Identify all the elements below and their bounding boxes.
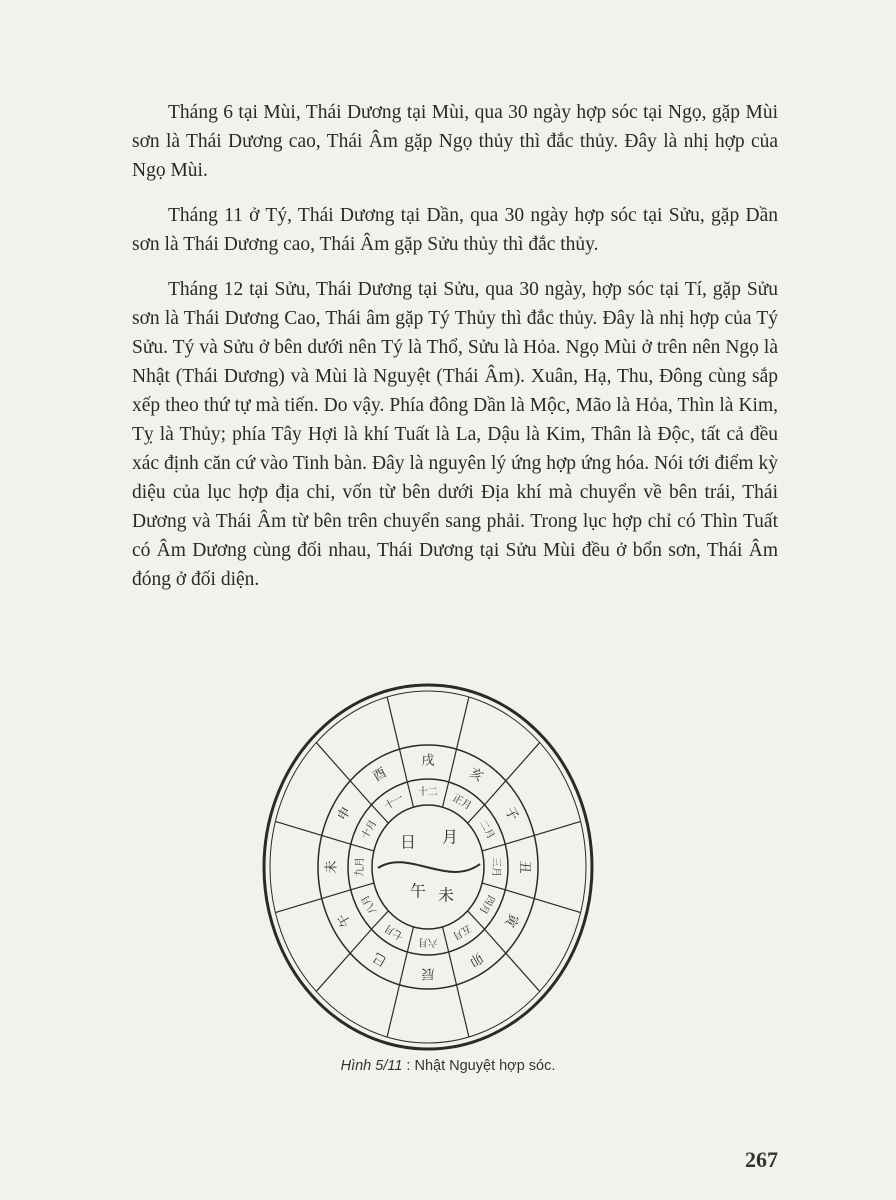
wheel-spoke — [505, 821, 580, 844]
wheel-spoke — [316, 743, 371, 805]
wheel-spoke — [449, 952, 469, 1037]
center-character: 月 — [441, 827, 459, 847]
figure-number: Hình 5/11 — [340, 1058, 403, 1074]
branch-ring-label: 酉 — [370, 765, 390, 785]
branch-ring-label: 寅 — [501, 910, 521, 930]
wheel-inner-spoke — [442, 927, 448, 952]
branch-ring-label: 午 — [335, 910, 355, 930]
month-ring-label: 九月 — [355, 857, 366, 877]
wheel-spoke — [485, 929, 540, 991]
body-text — [132, 98, 778, 610]
month-ring-label: 七月 — [382, 921, 406, 942]
wheel-spoke — [387, 952, 407, 1037]
month-ring-label: 六月 — [418, 936, 438, 947]
branch-ring-label: 巳 — [370, 949, 390, 969]
month-ring-label: 八月 — [359, 892, 380, 916]
center-character: 未 — [437, 885, 455, 905]
branch-ring-label: 未 — [324, 860, 340, 874]
month-ring-label: 四月 — [476, 892, 497, 916]
paragraph-3: Tháng 12 tại Sửu, Thái Dương tại Sửu, qua 30 ngày, hợp sóc tại Tí, gặp Sửu sơn là Thái Dương Cao, Thái âm gặp Tý Thủy thì đắc thủy. Đây là nhị hợp của Tý Sửu. Tý và Sửu ở bên dưới nên Tý là Thổ, Sửu là Hỏa. Ngọ Mùi ở trên nên Ngọ là Nhật (Thái Dương) và Mùi là Nguyệt (Thái Âm). Xuân, Hạ, Thu, Đông cùng sắp xếp theo thứ tự mà tiến. Do vậy. Phía đông Dần là Mộc, Mão là Hỏa, Thìn là Kim, Tỵ là Thủy; phía Tây Hợi là khí Tuất là La, Dậu là Kim, Thân là Độc, tất cả đều xác định căn cứ vào Tinh bàn. Đây là nguyên lý ứng hợp ứng hóa. Nói tới điểm kỳ diệu của lục hợp địa chi, vốn từ bên dưới Địa khí mà chuyển về bên trái, Thái Dương và Thái Âm từ bên trên chuyển sang phải. Trong lục hợp chỉ có Thìn Tuất có Âm Dương cùng đối nhau, Thái Dương tại Sửu Mùi đều ở bổn sơn, Thái Âm đóng ở đối diện. — [132, 279, 778, 590]
branch-ring-label: 亥 — [466, 765, 486, 785]
wheel-inner-spoke — [482, 883, 505, 890]
paragraph-2: Tháng 11 ở Tý, Thái Dương tại Dần, qua 30 ngày hợp sóc tại Sửu, gặp Dần sơn là Thái Dương cao, Thái Âm gặp Sửu thủy thì đắc thủy. — [132, 205, 778, 255]
paragraph-1: Tháng 6 tại Mùi, Thái Dương tại Mùi, qua 30 ngày hợp sóc tại Ngọ, gặp Mùi sơn là Thái Dương cao, Thái Âm gặp Ngọ thủy thì đắc thủy. Đây là nhị hợp của Ngọ Mùi. — [132, 102, 778, 181]
wheel-inner-spoke — [442, 782, 448, 807]
month-ring-label: 正月 — [450, 792, 474, 813]
figure-caption-text: : Nhật Nguyệt hợp sóc. — [402, 1058, 556, 1074]
wheel-spoke — [387, 697, 407, 782]
wheel-inner-spoke — [351, 844, 374, 851]
wheel-inner-spoke — [482, 844, 505, 851]
wheel-inner-spoke — [351, 883, 374, 890]
month-ring-label: 十一 — [382, 792, 406, 813]
wheel-spoke — [275, 821, 350, 844]
month-ring-label: 十二 — [418, 787, 438, 798]
branch-ring-label: 辰 — [421, 965, 435, 981]
month-ring-label: 三月 — [490, 857, 501, 877]
wheel-spoke — [316, 929, 371, 991]
wheel-spoke — [449, 697, 469, 782]
page-number: 267 — [745, 1147, 778, 1172]
month-ring-label: 二月 — [476, 818, 497, 842]
sun-moon-wheel-diagram — [258, 678, 598, 1056]
wheel-spoke — [485, 743, 540, 805]
month-ring-label: 五月 — [450, 921, 474, 942]
branch-ring-label: 卯 — [466, 949, 486, 969]
wheel-spoke — [275, 890, 350, 913]
branch-ring-label: 子 — [501, 804, 521, 824]
figure-caption — [0, 1058, 896, 1074]
wheel-inner-spoke — [407, 782, 413, 807]
branch-ring-label: 戌 — [421, 753, 435, 769]
branch-ring-label: 申 — [335, 804, 355, 824]
center-character: 日 — [399, 832, 417, 852]
center-character: 午 — [409, 881, 427, 901]
wheel-spoke — [505, 890, 580, 913]
month-ring-label: 十月 — [359, 818, 380, 842]
wheel-inner-spoke — [407, 927, 413, 952]
branch-ring-label: 丑 — [516, 860, 532, 874]
diagram-figure — [258, 678, 598, 1056]
